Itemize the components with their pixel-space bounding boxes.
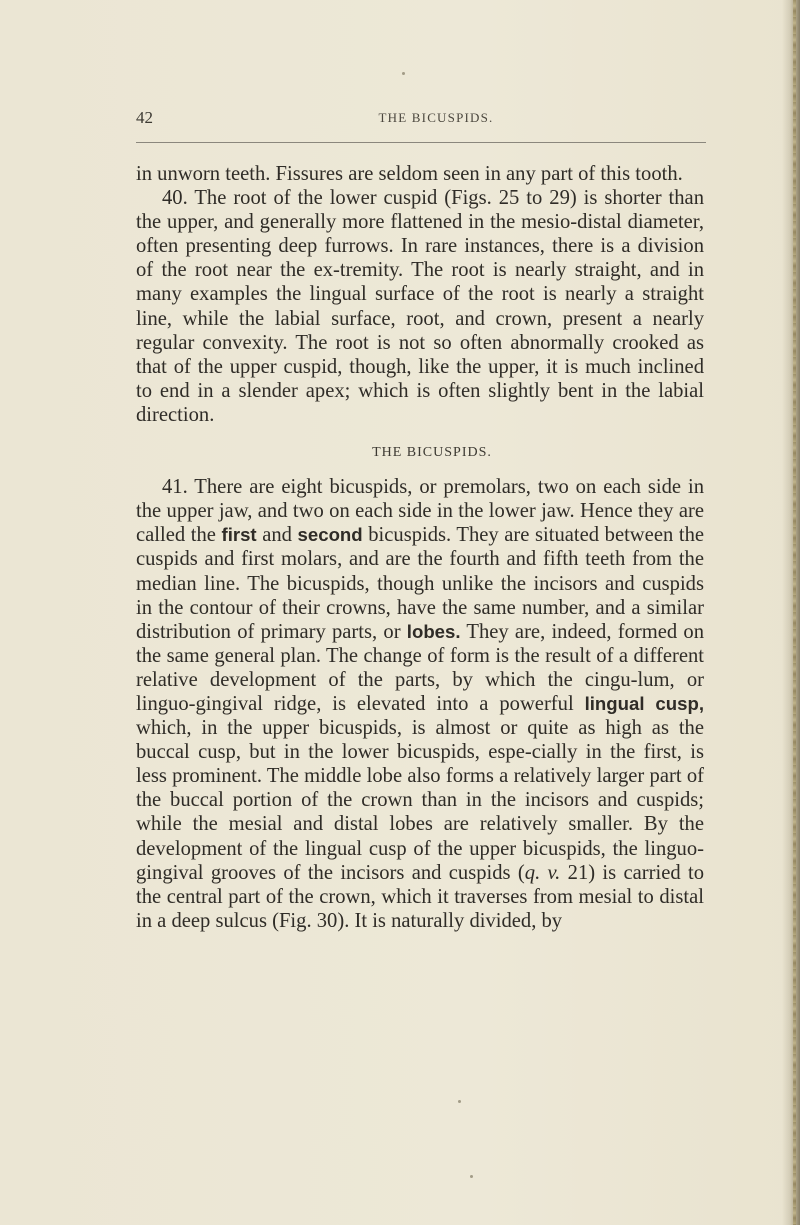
term-lobes: lobes. xyxy=(406,620,461,642)
paragraph-41-text: They are, indeed, formed on the same general plan. The change of form is the result of a different relative development of the parts, by which the cingu-lum, or linguo-gingival ridge, is elevated into a powerful xyxy=(136,620,705,715)
reference-qv: q. v. xyxy=(524,861,561,884)
paragraph-41-text: and xyxy=(256,524,298,547)
paragraph-41-text: 21) is carried to the central part of the crown, which it traverses from mesial to distal in a deep sulcus (Fig. 30). It is naturally divided, by xyxy=(136,861,704,932)
page-number: 42 xyxy=(136,108,153,127)
page-edge-shadow xyxy=(782,0,800,1225)
page-body xyxy=(136,162,704,933)
term-second: second xyxy=(297,524,363,546)
term-first: first xyxy=(221,524,257,546)
paragraph-40: 40. The root of the lower cuspid (Figs. 25 to 29) is shorter than the upper, and generally more flattened in the mesio-distal diameter, often presenting deep furrows. In rare instances, there is a division of the root near the ex-tremity. The root is nearly straight, and in many examples the lingual surface of the root is nearly a straight line, while the labial surface, root, and crown, present a nearly regular convexity. The root is not so often abnormally crooked as that of the upper cuspid, though, like the upper, it is much inclined to end in a slender apex; which is often slightly bent in the labial direction. xyxy=(136,187,704,426)
page-header xyxy=(136,108,706,134)
paragraph-continued: in unworn teeth. Fissures are seldom seen in any part of this tooth. xyxy=(136,163,683,185)
section-title: THE BICUSPIDS. xyxy=(372,445,492,461)
running-head: THE BICUSPIDS. xyxy=(378,110,494,125)
paragraph-41-text: 41. There are eight bicuspids, or premolars, two on each side in the upper jaw, and two on each side in the lower jaw. Hence they are called the xyxy=(136,476,704,547)
paper-speck xyxy=(458,1100,461,1103)
paper-speck xyxy=(402,72,405,75)
paragraph-41-text: which, in the upper bicuspids, is almost or quite as high as the buccal cusp, but in the lower bicuspids, espe-cially in the first, is less prominent. The middle lobe also forms a relatively larger part of the buccal portion of the crown than in the incisors and cuspids; while the mesial and distal lobes are relatively smaller. By the development of the lingual cusp of the upper bicuspids, the linguo-gingival grooves of the incisors and cuspids ( xyxy=(136,717,704,884)
paragraph-41-text: bicuspids. They are situated between the cuspids and first molars, and are the fourth and fifth teeth from the median line. The bicuspids, though unlike the incisors and cuspids in the contour of their crowns, have the same number, and a similar distribution of primary parts, or xyxy=(136,524,705,643)
header-rule xyxy=(136,142,706,143)
paper-speck xyxy=(470,1175,473,1178)
book-edge xyxy=(793,0,796,1225)
paragraph-41 xyxy=(136,475,704,933)
term-lingual-cusp: lingual cusp, xyxy=(584,692,704,714)
